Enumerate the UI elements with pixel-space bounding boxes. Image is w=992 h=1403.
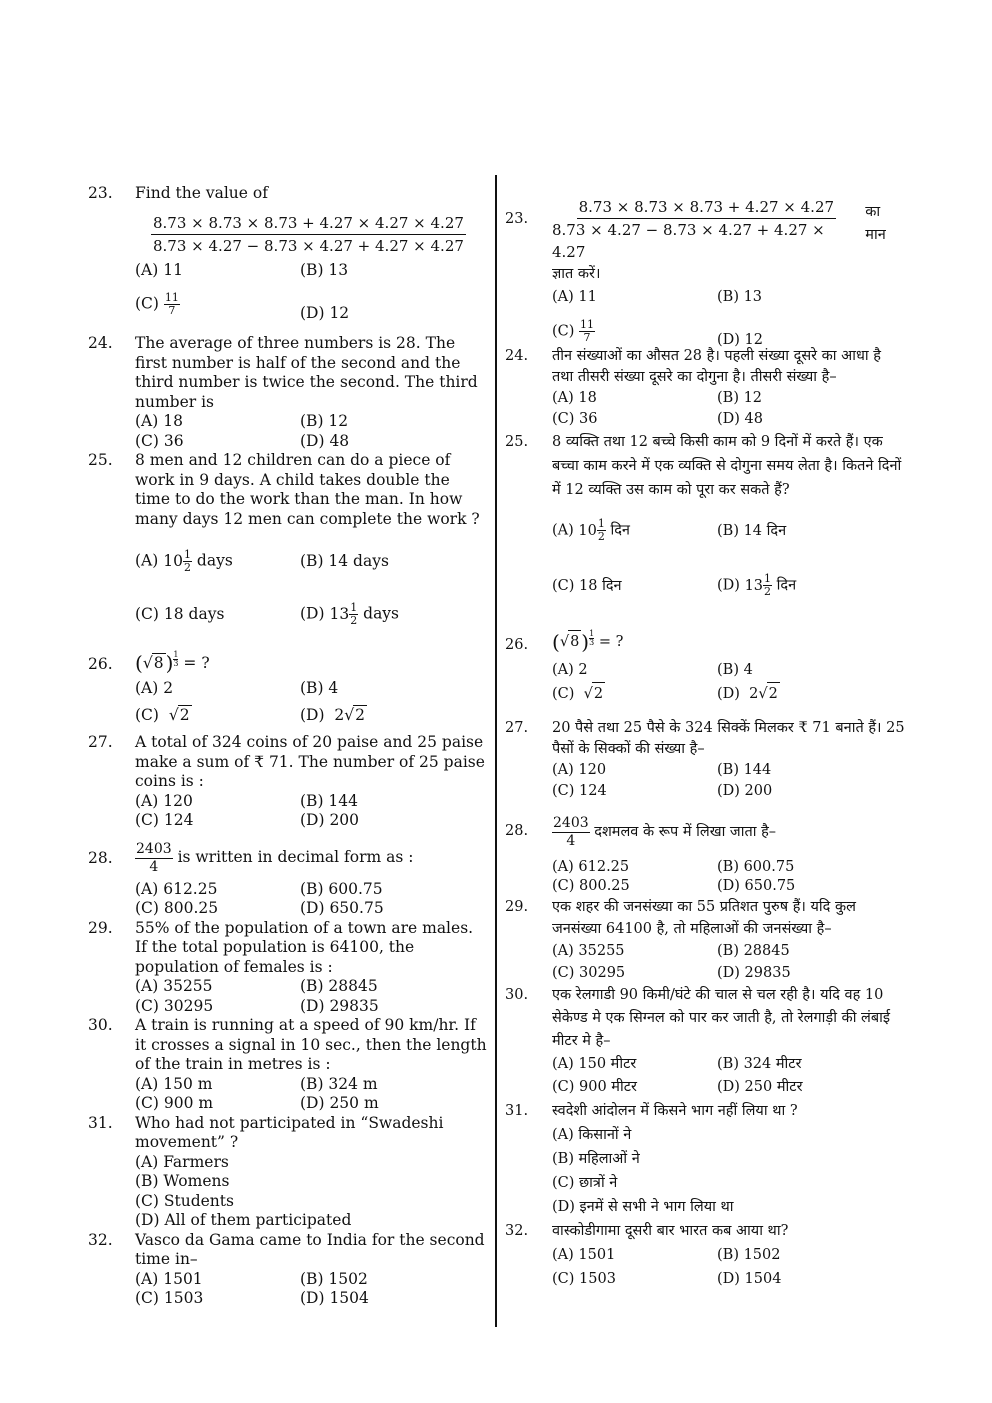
option-a: (A) 10 $\frac{1}{2}$ दिन — [552, 517, 630, 543]
option-d: (D) 200 — [300, 811, 360, 829]
option-c: (C) 36 — [552, 411, 598, 427]
option-a: (A) किसानों ने — [552, 1127, 632, 1143]
option-b: (B) Womens — [135, 1172, 230, 1190]
question-28-hi: 28. $\frac{2403}{4}$ दशमलव के रूप में लिखा जाता है– (A) 612.25 (B) 600.75 (C) 800.25 (D) 650.75 — [505, 814, 905, 896]
option-a: (A) 35255 — [552, 943, 625, 959]
fraction-denominator: 8.73 × 4.27 − 8.73 × 4.27 + 4.27 × 4.27 — [153, 236, 464, 255]
option-c: (C) √2 — [135, 705, 190, 724]
option-b: (B) 13 — [717, 289, 763, 305]
question-text: 8 व्यक्ति तथा 12 बच्चे किसी काम को 9 दिनों में करते हैं। एक बच्चा काम करने में एक व्यक्ति से दोगुना समय लेता है। कितने दिनों में 12 व्यक्ति उस काम को पूरा कर सकते हैं? — [552, 434, 902, 498]
question-text: ज्ञात करें। — [552, 266, 601, 282]
hindi-column — [505, 196, 905, 1291]
option-b: (B) 28845 — [717, 943, 790, 959]
option-d: (D) 2√2 — [717, 682, 905, 706]
option-b: (B) 12 — [717, 390, 763, 406]
option-b: (B) 13 — [300, 260, 349, 279]
options — [135, 549, 488, 627]
options — [552, 1053, 905, 1099]
option-c: (C) 18 days — [135, 604, 225, 623]
question-24-en: 24. The average of three numbers is 28. The first number is half of the second and the third number is twice the second. The third number is (A) 18 (B) 12 (C) 36 (D) 48 — [88, 334, 488, 451]
option-c: (C) 900 मीटर — [552, 1079, 637, 1095]
question-31-en: 31. Who had not participated in “Swadeshi movement” ? (A) Farmers (B) Womens (C) Students (D) All of them participated — [88, 1114, 488, 1231]
option-a: (A) 150 मीटर — [552, 1056, 637, 1072]
question-26-hi: 26. ( √ 8 ) $^{\frac{1}{3}}$ = ? (A) 2 (B) 4 (C) √2 (D) 2√2 — [505, 630, 905, 718]
question-text: Vasco da Gama came to India for the second time in– — [135, 1230, 485, 1268]
option-c: (C) 800.25 — [552, 878, 630, 894]
option-c: (C) छात्रों ने — [552, 1175, 618, 1191]
option-d: (D) 13 $\frac{1}{2}$ दिन — [717, 572, 797, 598]
option-c: (C) 800.25 — [135, 899, 219, 917]
question-23-hi: 23. $\frac{8.73 \times 8.73 \times 8.73 + 4.27 \times 4.27}{8.73 \times 4.27 - 8.73 \times 4.27 + 4.27 \times 4.27}$ का मान ज्ञात करें। (A) 11 (B) 13 (C) $\frac{11}{7}$ (D) 12 — [505, 196, 905, 346]
options — [552, 659, 905, 706]
option-d: (D) 250 मीटर — [717, 1079, 803, 1095]
option-d: (D) 1504 — [717, 1271, 782, 1287]
option-b: (B) 1502 — [300, 1269, 368, 1288]
option-d: (D) All of them participated — [135, 1211, 352, 1229]
option-b: (B) 4 — [717, 661, 753, 678]
option-d: (D) 13 $\frac{1}{2}$ days — [300, 601, 400, 627]
option-d: (D) 250 m — [300, 1094, 379, 1112]
fraction: $\frac{2403}{4}$ — [553, 815, 589, 849]
options — [135, 261, 488, 324]
question-27-hi: 27. 20 पैसे तथा 25 पैसे के 324 सिक्कें मिलकर ₹ 71 बनाते हैं। 25 पैसों के सिक्कों की संख्या है– (A) 120 (B) 144 (C) 124 (D) 200 — [505, 718, 905, 802]
option-d: (D) 29835 — [717, 965, 791, 981]
option-c: (C) 900 m — [135, 1094, 214, 1112]
option-a: (A) 120 — [552, 762, 607, 778]
option-d: (D) 1504 — [300, 1289, 369, 1307]
option-b: (B) 324 m — [300, 1074, 378, 1093]
options — [135, 880, 488, 919]
question-text: तीन संख्याओं का औसत 28 है। पहली संख्या दूसरे का आधा है तथा तीसरी संख्या दूसरे का दोगुना है। तीसरी संख्या है– — [552, 348, 881, 385]
expression-fraction: $\frac{8.73 \times 8.73 \times 8.73 + 4.27 \times 4.27}{8.73 \times 4.27 - 8.73 \times 4.27 + 4.27 \times 4.27}$ — [552, 198, 835, 261]
option-b: (B) 600.75 — [300, 879, 383, 898]
question-24-hi: 24. तीन संख्याओं का औसत 28 है। पहली संख्या दूसरे का आधा है तथा तीसरी संख्या दूसरे का दोगुना है। तीसरी संख्या है– (A) 18 (B) 12 (C) 36 (D) 48 — [505, 346, 905, 430]
option-c: (C) 124 — [135, 811, 194, 829]
options — [552, 388, 905, 430]
option-b: (B) 4 — [300, 679, 339, 697]
question-text: वास्कोडीगामा दूसरी बार भारत कब आया था? — [552, 1223, 789, 1239]
option-c: (C) $\frac{11}{7}$ — [135, 291, 179, 317]
option-b: (B) 144 — [300, 791, 358, 810]
question-25-hi: 25. 8 व्यक्ति तथा 12 बच्चे किसी काम को 9 दिनों में करते हैं। एक बच्चा काम करने में एक व्यक्ति से दोगुना समय लेता है। कितने दिनों में 12 व्यक्ति उस काम को पूरा कर सकते हैं? (A) 10 $\frac{1}{2}$ दिन (B) 14 दिन (C) 18 दिन (D) 13 $\frac{1}{2}$ दिन — [505, 430, 905, 630]
options — [552, 858, 905, 896]
options — [135, 1270, 488, 1309]
question-text: A train is running at a speed of 90 km/hr. If it crosses a signal in 10 sec., then the length of the train in metres is : — [135, 1016, 487, 1073]
question-text: एक रेलगाडी 90 किमी/घंटे की चाल से चल रही है। यदि वह 10 सेकेण्ड मे एक सिग्नल को पार कर जाती है, तो रेलगाड़ी की लंबाई मीटर मे है– — [552, 987, 891, 1049]
question-text: 20 पैसे तथा 25 पैसे के 324 सिक्कें मिलकर ₹ 71 बनाते हैं। 25 पैसों के सिक्कों की संख्या है– — [552, 720, 905, 757]
fraction: $\frac{2403}{4}$ — [136, 840, 172, 875]
option-c: (C) 1503 — [552, 1271, 616, 1287]
option-a: (A) 18 — [135, 412, 183, 430]
fraction: $\frac{11}{7}$ — [164, 291, 179, 317]
option-b: (B) 12 — [300, 412, 349, 430]
question-26-en: 26. ( √ 8 ) $^{\frac{1}{3}}$ = ? (A) 2 (B) 4 (C) √2 (D) 2√2 — [88, 649, 488, 733]
question-29-hi: 29. एक शहर की जनसंख्या का 55 प्रतिशत पुरुष हैं। यदि कुल जनसंख्या 64100 है, तो महिलाओं की जनसंख्या है– (A) 35255 (B) 28845 (C) 30295 (D) 29835 — [505, 896, 905, 984]
question-text: स्वदेशी आंदोलन में किसने भाग नहीं लिया था ? — [552, 1103, 798, 1119]
question-31-hi: 31. स्वदेशी आंदोलन में किसने भाग नहीं लिया था ? (A) किसानों ने (B) महिलाओं ने (C) छात्रों ने (D) इनमें से सभी ने भाग लिया था — [505, 1099, 905, 1219]
option-a: (A) 612.25 — [552, 859, 630, 875]
option-a: (A) 612.25 — [135, 879, 218, 898]
options — [552, 518, 905, 598]
option-d: (D) 650.75 — [300, 899, 384, 917]
options — [552, 940, 905, 984]
option-b: (B) महिलाओं ने — [552, 1151, 640, 1167]
question-30-en: 30. A train is running at a speed of 90 km/hr. If it crosses a signal in 10 sec., then the length of the train in metres is : (A) 150 m (B) 324 m (C) 900 m (D) 250 m — [88, 1016, 487, 1112]
options — [552, 760, 905, 802]
question-27-en: 27. A total of 324 coins of 20 paise and 25 paise make a sum of ₹ 71. The number of 25 paise coins is : (A) 120 (B) 144 (C) 124 (D) 200 — [88, 733, 488, 831]
question-32-en: 32. Vasco da Gama came to India for the second time in– (A) 1501 (B) 1502 (C) 1503 (D) 1504 — [88, 1231, 488, 1309]
question-text: Who had not participated in “Swadeshi movement” ? — [135, 1113, 444, 1151]
question-number: 23. — [88, 184, 113, 202]
question-25-en: 25. 8 men and 12 children can do a piece of work in 9 days. A child takes double the time to do the work than the man. In how many days 12 men can complete the work ? (A) 10 $\frac{1}{2}$ days (B) 14 days (C) 18 days (D) 13 $\frac{1}{2}$ days — [88, 451, 488, 649]
option-a: (A) 1501 — [552, 1247, 616, 1263]
option-d: (D) 48 — [300, 431, 350, 450]
option-d: (D) 2√2 — [300, 705, 366, 724]
column-divider — [495, 175, 497, 1327]
option-b: (B) 600.75 — [717, 859, 795, 875]
option-b: (B) 1502 — [717, 1247, 781, 1263]
option-a: (A) 18 — [552, 390, 597, 406]
option-d: (D) 200 — [717, 783, 773, 799]
option-a: (A) 10 $\frac{1}{2}$ days — [135, 548, 233, 574]
option-a: (A) 11 — [552, 289, 597, 305]
option-c: (C) 30295 — [135, 996, 214, 1015]
options — [135, 679, 488, 725]
option-b: (B) 144 — [717, 762, 772, 778]
question-28-en: 28. $\frac{2403}{4}$ is written in decimal form as : (A) 612.25 (B) 600.75 (C) 800.25 (D) 650.75 — [88, 839, 488, 919]
options — [135, 977, 488, 1016]
options — [135, 412, 488, 451]
option-c: (C) √2 — [552, 682, 717, 706]
question-23-en — [88, 184, 488, 334]
option-d: (D) 12 — [300, 304, 350, 322]
question-text: The average of three numbers is 28. The first number is half of the second and the third number is twice the second. The third number is — [135, 334, 478, 411]
option-d: (D) 12 — [717, 332, 763, 348]
option-d: (D) 29835 — [300, 996, 379, 1015]
option-a: (A) 150 m — [135, 1074, 213, 1093]
option-c: (C) 124 — [552, 783, 607, 799]
question-text: दशमलव के रूप में लिखा जाता है– — [594, 824, 777, 840]
options — [552, 286, 905, 352]
expression: ( √ 8 ) $^{\frac{1}{3}}$ = ? — [552, 628, 624, 654]
option-b: (B) 14 days — [300, 551, 389, 570]
option-b: (B) 324 मीटर — [717, 1056, 802, 1072]
question-text: 8 men and 12 children can do a piece of work in 9 days. A child takes double the time to do the work than the man. In how many days 12 men can complete the work ? — [135, 451, 480, 528]
option-b: (B) 14 दिन — [717, 522, 787, 539]
expression-fraction — [151, 212, 466, 257]
options — [135, 1075, 488, 1114]
options — [135, 792, 488, 831]
question-32-hi: 32. वास्कोडीगामा दूसरी बार भारत कब आया था? (A) 1501 (B) 1502 (C) 1503 (D) 1504 — [505, 1219, 905, 1291]
option-d: (D) 48 — [717, 411, 763, 427]
question-29-en: 29. 55% of the population of a town are males. If the total population is 64100, the population of females is : (A) 35255 (B) 28845 (C) 30295 (D) 29835 — [88, 919, 488, 1017]
option-c: (C) 18 दिन — [552, 577, 622, 594]
option-d: (D) 650.75 — [717, 878, 796, 894]
english-column — [88, 184, 488, 1309]
option-a: (A) Farmers — [135, 1152, 229, 1171]
expression: ( √ 8 ) $^{\frac{1}{3}}$ = ? — [135, 649, 210, 675]
question-text: is written in decimal form as : — [177, 848, 414, 867]
option-a: (A) 120 — [135, 791, 193, 810]
option-c: (C) $\frac{11}{7}$ — [552, 318, 595, 344]
option-a: (A) 11 — [135, 260, 183, 279]
option-d: (D) इनमें से सभी ने भाग लिया था — [552, 1199, 734, 1215]
options — [552, 1243, 905, 1291]
option-c: (C) 30295 — [552, 965, 626, 981]
option-a: (A) 2 — [552, 661, 588, 678]
question-text: A total of 324 coins of 20 paise and 25 paise make a sum of ₹ 71. The number of 25 paise coins is : — [135, 733, 485, 790]
question-30-hi: 30. एक रेलगाडी 90 किमी/घंटे की चाल से चल रही है। यदि वह 10 सेकेण्ड मे एक सिग्नल को पार कर जाती है, तो रेलगाड़ी की लंबाई मीटर मे है– (A) 150 मीटर (B) 324 मीटर (C) 900 मीटर (D) 250 मीटर — [505, 984, 905, 1099]
option-b: (B) 28845 — [300, 977, 378, 995]
fraction-numerator: 8.73 × 8.73 × 8.73 + 4.27 × 4.27 × 4.27 — [151, 212, 466, 235]
option-a: (A) 35255 — [135, 977, 213, 995]
option-c: (C) 1503 — [135, 1289, 204, 1307]
question-text: Find the value of — [135, 184, 268, 202]
question-text: एक शहर की जनसंख्या का 55 प्रतिशत पुरुष हैं। यदि कुल जनसंख्या 64100 है, तो महिलाओं की जनसंख्या है– — [552, 899, 856, 937]
option-c: (C) 36 — [135, 431, 184, 450]
option-a: (A) 1501 — [135, 1269, 203, 1288]
option-a: (A) 2 — [135, 679, 174, 697]
option-c: (C) Students — [135, 1191, 234, 1210]
question-text: 55% of the population of a town are males. If the total population is 64100, the population of females is : — [135, 918, 474, 976]
